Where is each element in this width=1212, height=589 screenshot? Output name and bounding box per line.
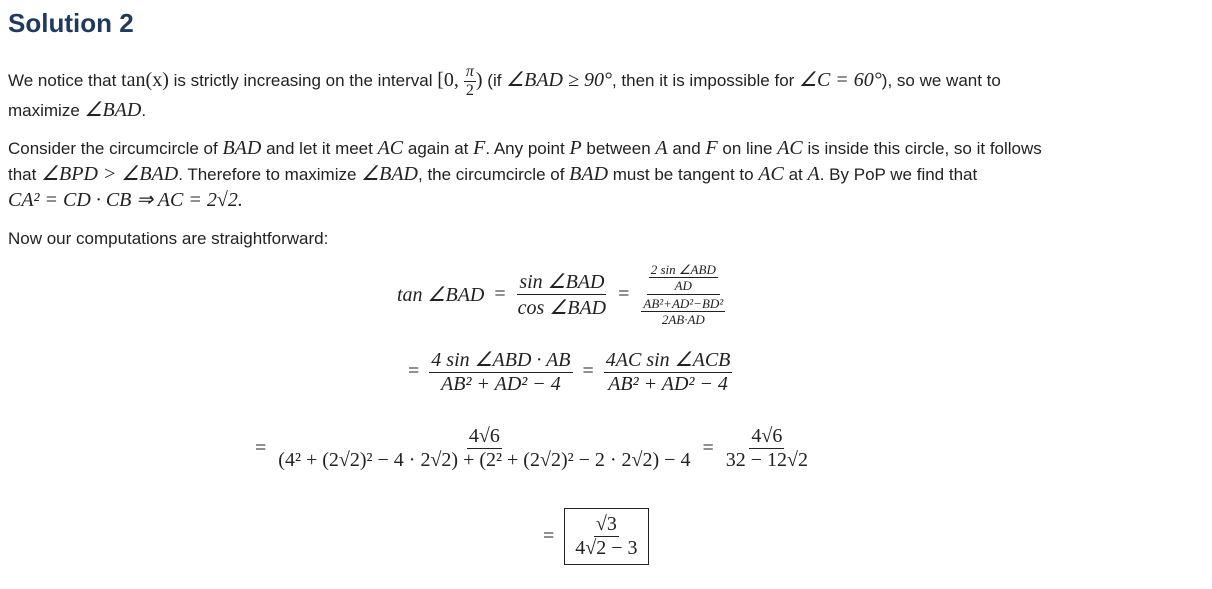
math: BAD bbox=[569, 163, 609, 185]
text: . By PoP we find that bbox=[819, 165, 978, 184]
text: , then it is impossible for bbox=[611, 70, 800, 90]
eq-equals: = bbox=[702, 437, 714, 459]
eq-equals: = bbox=[494, 283, 506, 305]
math: BAD bbox=[222, 137, 262, 159]
text: . Therefore to maximize bbox=[178, 165, 362, 184]
text: on line bbox=[717, 139, 778, 158]
text: Consider the circumcircle of bbox=[8, 139, 223, 158]
equation-3 bbox=[255, 425, 810, 472]
paragraph-3: Now our computations are straightforward: bbox=[8, 229, 329, 248]
math: ∠BAD bbox=[361, 163, 418, 185]
text: must be tangent to bbox=[608, 165, 759, 184]
fraction-compound: $\frac{\frac{\text{2 sin ∠ABD}}{AD}}{\frac{\text{AB²+AD²−BD²}}{2AB\cdot AD}}$ bbox=[643, 262, 724, 327]
eq-equals: = bbox=[582, 360, 594, 382]
eq-equals: = bbox=[255, 437, 267, 459]
paragraph-2-line-2 bbox=[8, 161, 1204, 188]
text: . Any point bbox=[485, 139, 570, 158]
math: ∠BPD > ∠BAD bbox=[41, 163, 179, 185]
math: AC bbox=[377, 137, 404, 159]
text: between bbox=[581, 139, 656, 158]
text: . bbox=[141, 101, 147, 120]
equation-1 bbox=[397, 262, 727, 327]
equation-4 bbox=[543, 508, 649, 565]
text: ), so we want to bbox=[881, 70, 1001, 90]
eq-equals: = bbox=[408, 360, 420, 382]
math: A bbox=[807, 163, 820, 185]
math: AC bbox=[777, 137, 803, 159]
text: maximize bbox=[8, 101, 85, 120]
text: We notice that bbox=[8, 70, 122, 90]
boxed-answer bbox=[564, 508, 648, 565]
math: A bbox=[655, 137, 668, 159]
math-tan: tan(x) bbox=[121, 68, 169, 91]
fraction-1: $\frac{\text{4 sin ∠ABD · AB}}{\text{AB² + AD² − 4}}$ bbox=[431, 349, 571, 395]
eq-equals: = bbox=[618, 283, 630, 305]
math-pi-over-2: $\frac{\pi}{2}$ bbox=[465, 63, 474, 99]
math: P bbox=[569, 137, 582, 159]
math-cond1: ∠BAD ≥ 90° bbox=[506, 68, 612, 91]
fraction-2: $\frac{\text{4AC sin ∠ACB}}{\text{AB² + AD² − 4}}$ bbox=[605, 349, 731, 395]
text: (if bbox=[482, 70, 507, 90]
text: again at bbox=[403, 139, 474, 158]
equation-2 bbox=[408, 347, 732, 396]
math-interval-close: ) bbox=[475, 68, 483, 91]
paragraph-1-line-2 bbox=[8, 97, 1204, 124]
eq-lhs: tan ∠BAD bbox=[397, 284, 485, 306]
text: that bbox=[8, 165, 42, 184]
math-bad: ∠BAD bbox=[84, 99, 142, 121]
text: is inside this circle, so it follows bbox=[802, 139, 1042, 158]
paragraph-2-line-3 bbox=[8, 187, 1204, 214]
fraction-1: $\frac{4√6}{\text{(4² + (2√2)² − 4 · 2√2) + (2² + (2√2)² − 2 · 2√2) − 4}}$ bbox=[278, 425, 691, 471]
final-fraction: $\frac{√3}{4√2 - 3}$ bbox=[575, 513, 638, 559]
text: and bbox=[667, 139, 706, 158]
eq-equals: = bbox=[543, 525, 555, 547]
paragraph-2-line-1 bbox=[8, 135, 1204, 162]
paragraph-1 bbox=[8, 63, 1204, 100]
fraction-2: $\frac{4√6}{32 - 12√2}$ bbox=[725, 425, 808, 471]
math: AC bbox=[758, 163, 784, 185]
math-cond2: ∠C = 60° bbox=[799, 68, 882, 91]
math-interval-open: [0, bbox=[437, 68, 464, 91]
math-pop-result: CA² = CD · CB ⇒ AC = 2√2. bbox=[8, 189, 243, 211]
text: , the circumcircle of bbox=[418, 165, 570, 184]
text: is strictly increasing on the interval bbox=[168, 70, 438, 90]
text: and let it meet bbox=[261, 139, 378, 158]
math: F bbox=[705, 137, 718, 159]
solution-title: Solution 2 bbox=[8, 8, 134, 38]
math: F bbox=[473, 137, 486, 159]
text: at bbox=[783, 165, 808, 184]
fraction-sin-cos: $\frac{\text{sin ∠BAD}}{\text{cos ∠BAD}}$ bbox=[517, 271, 607, 319]
